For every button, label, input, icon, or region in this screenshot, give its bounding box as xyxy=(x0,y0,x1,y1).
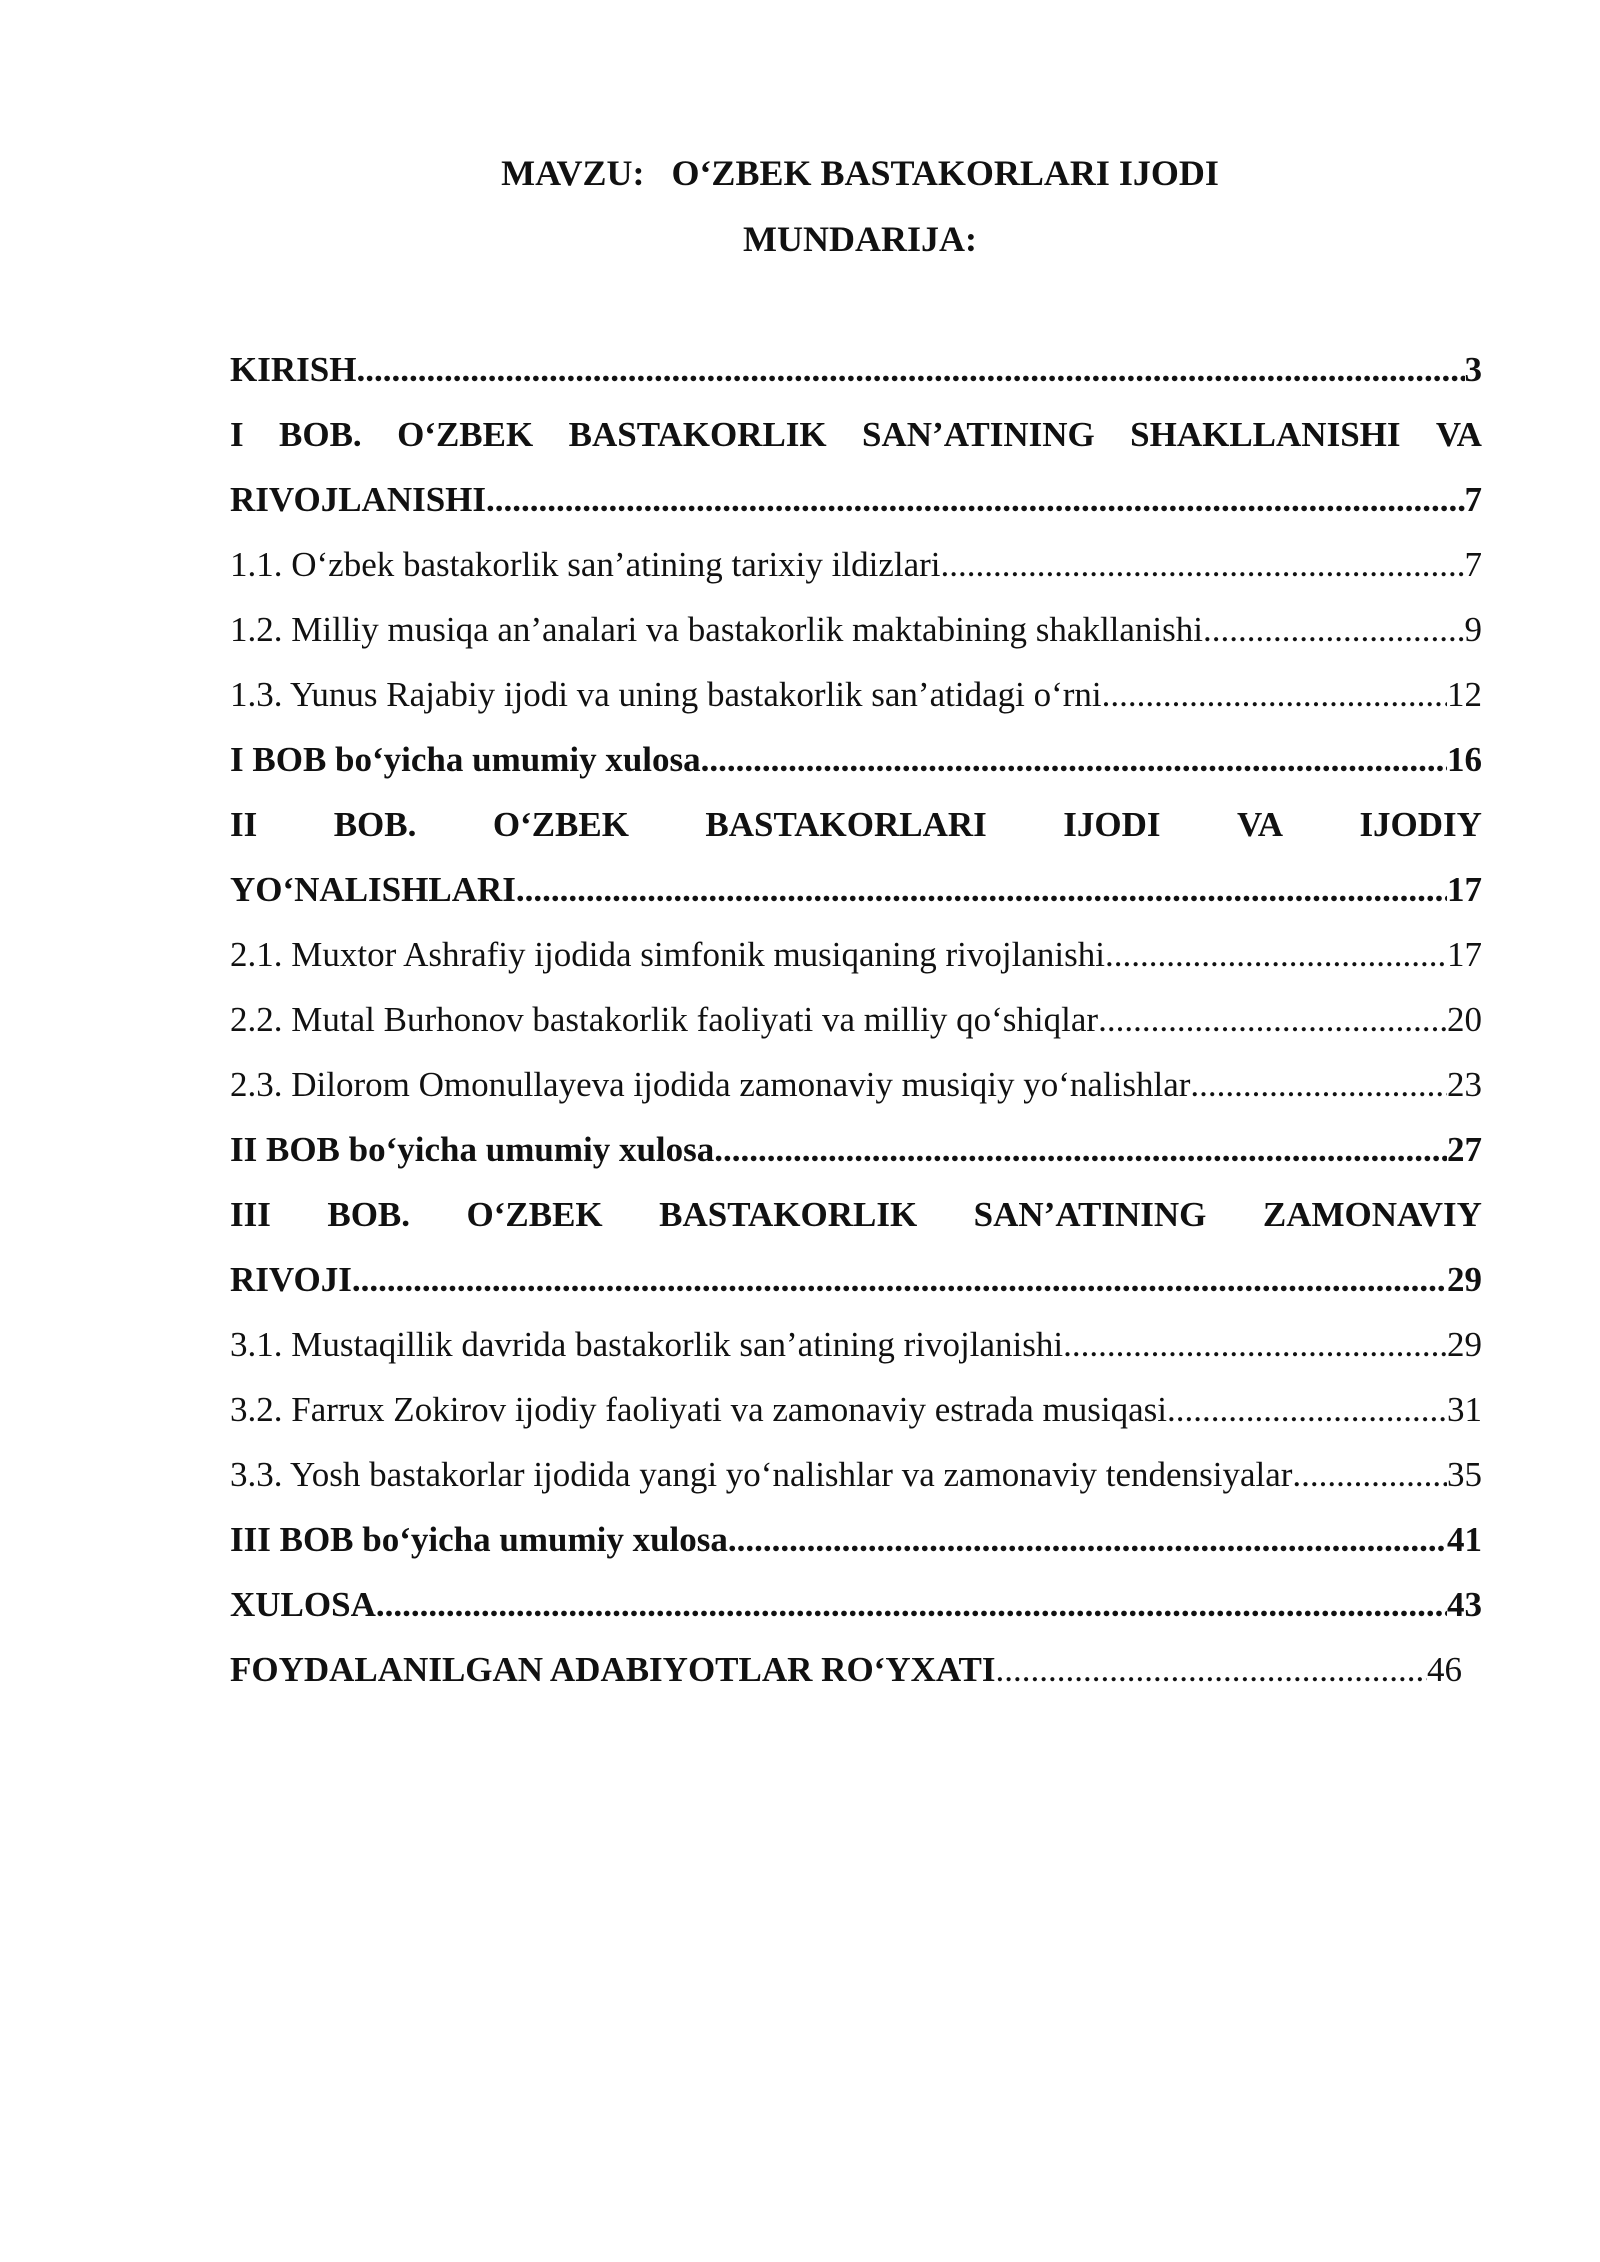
toc-entry-label: 1.1. O‘zbek bastakorlik san’atining tarixiy ildizlari xyxy=(230,545,941,584)
dot-leader xyxy=(352,1256,1447,1304)
toc-summary-3 xyxy=(230,1516,1482,1564)
toc-entry-kirish xyxy=(230,346,1482,394)
toc-chapter-3-title xyxy=(230,1191,1482,1239)
toc-page-number: 46 xyxy=(1427,1650,1462,1689)
contents-title: MUNDARIJA: xyxy=(743,219,977,259)
toc-page-number: 12 xyxy=(1447,675,1482,714)
toc-entry-label: 2.1. Muxtor Ashrafiy ijodida simfonik musiqaning rivojlanishi xyxy=(230,935,1105,974)
toc-entry-label: 2.2. Mutal Burhonov bastakorlik faoliyati va milliy qo‘shiqlar xyxy=(230,1000,1099,1039)
toc-page-number: 7 xyxy=(1464,480,1482,519)
dot-leader xyxy=(376,1581,1447,1629)
toc-entry-label: 1.2. Milliy musiqa an’analari va bastakorlik maktabining shakllanishi xyxy=(230,610,1203,649)
toc-section-3-1 xyxy=(230,1321,1482,1369)
toc-section-1-1 xyxy=(230,541,1482,589)
toc-entry-label: RIVOJI xyxy=(230,1260,352,1299)
title-word: BOB. xyxy=(327,1195,411,1234)
toc-chapter-1-cont xyxy=(230,476,1482,524)
toc-chapter-2-cont xyxy=(230,866,1482,914)
dot-leader xyxy=(1292,1451,1447,1499)
toc-page-number: 31 xyxy=(1447,1390,1482,1429)
toc-chapter-3-cont xyxy=(230,1256,1482,1304)
title-word: VA xyxy=(1435,415,1482,454)
title-word: SAN’ATINING xyxy=(862,415,1095,454)
toc-entry-label: 3.2. Farrux Zokirov ijodiy faoliyati va zamonaviy estrada musiqasi xyxy=(230,1390,1168,1429)
title-word: II xyxy=(230,805,258,844)
dot-leader xyxy=(1190,1061,1447,1109)
toc-page-number: 16 xyxy=(1447,740,1482,779)
title-word: O‘ZBEK xyxy=(492,805,629,844)
toc-entry-label: 1.3. Yunus Rajabiy ijodi va uning bastakorlik san’atidagi o‘rni xyxy=(230,675,1102,714)
toc-entry-label: YO‘NALISHLARI xyxy=(230,870,516,909)
dot-leader xyxy=(356,346,1464,394)
dot-leader xyxy=(1102,671,1447,719)
toc-entry-label: 3.3. Yosh bastakorlar ijodida yangi yo‘nalishlar va zamonaviy tendensiyalar xyxy=(230,1455,1293,1494)
toc-page-number: 17 xyxy=(1447,935,1482,974)
dot-leader xyxy=(941,541,1465,589)
dot-leader xyxy=(1063,1321,1447,1369)
dot-leader xyxy=(1098,996,1447,1044)
toc-section-2-3 xyxy=(230,1061,1482,1109)
toc-page-number: 7 xyxy=(1464,545,1482,584)
toc-page-number: 29 xyxy=(1447,1260,1482,1299)
toc-section-2-1 xyxy=(230,931,1482,979)
topic-title: MAVZU: O‘ZBEK BASTAKORLARI IJODI xyxy=(501,153,1219,193)
toc-section-3-3 xyxy=(230,1451,1482,1499)
toc-entry-label: KIRISH xyxy=(230,350,357,389)
title-word: BASTAKORLIK xyxy=(568,415,827,454)
dot-leader xyxy=(486,476,1464,524)
toc-summary-2 xyxy=(230,1126,1482,1174)
dot-leader xyxy=(1105,931,1447,979)
title-word: BOB. xyxy=(279,415,362,454)
toc-entry-label: RIVOJLANISHI xyxy=(230,480,487,519)
toc-page-number: 17 xyxy=(1447,870,1482,909)
toc-entry-label: II BOB bo‘yicha umumiy xulosa xyxy=(230,1130,715,1169)
toc-entry-xulosa xyxy=(230,1581,1482,1629)
toc-page-number: 3 xyxy=(1464,350,1482,389)
toc-page-number: 43 xyxy=(1447,1585,1482,1624)
toc-entry-label: XULOSA xyxy=(230,1585,376,1624)
toc-entry-references xyxy=(230,1646,1462,1694)
title-word: BASTAKORLIK xyxy=(659,1195,918,1234)
dot-leader xyxy=(996,1646,1427,1694)
dot-leader xyxy=(728,1516,1447,1564)
toc-entry-label: III BOB bo‘yicha umumiy xulosa xyxy=(230,1520,728,1559)
title-word: SAN’ATINING xyxy=(973,1195,1207,1234)
toc-chapter-2-title xyxy=(230,801,1482,849)
toc-page-number: 35 xyxy=(1447,1455,1482,1494)
title-word: BASTAKORLARI xyxy=(705,805,987,844)
toc-section-1-2 xyxy=(230,606,1482,654)
title-word: O‘ZBEK xyxy=(397,415,534,454)
toc-section-3-2 xyxy=(230,1386,1482,1434)
title-word: VA xyxy=(1236,805,1283,844)
toc-summary-1 xyxy=(230,736,1482,784)
toc-section-2-2 xyxy=(230,996,1482,1044)
toc-page-number: 20 xyxy=(1447,1000,1482,1039)
title-word: ZAMONAVIY xyxy=(1262,1195,1482,1234)
title-word: III xyxy=(230,1195,271,1234)
toc-entry-label: 3.1. Mustaqillik davrida bastakorlik san’atining rivojlanishi xyxy=(230,1325,1064,1364)
toc-page-number: 23 xyxy=(1447,1065,1482,1104)
toc-page-number: 29 xyxy=(1447,1325,1482,1364)
title-word: IJODI xyxy=(1063,805,1161,844)
toc-chapter-1-title xyxy=(230,411,1482,459)
title-word: O‘ZBEK xyxy=(466,1195,603,1234)
toc-entry-label: I BOB bo‘yicha umumiy xulosa xyxy=(230,740,701,779)
title-word: IJODIY xyxy=(1359,805,1482,844)
toc-page-number: 41 xyxy=(1447,1520,1482,1559)
title-word: SHAKLLANISHI xyxy=(1130,415,1401,454)
toc-entry-label: FOYDALANILGAN ADABIYOTLAR RO‘YXATI xyxy=(230,1650,996,1689)
title-word: BOB. xyxy=(333,805,417,844)
dot-leader xyxy=(1167,1386,1447,1434)
toc-page-number: 27 xyxy=(1447,1130,1482,1169)
dot-leader xyxy=(516,866,1447,914)
dot-leader xyxy=(1203,606,1465,654)
toc-page-number: 9 xyxy=(1464,610,1482,649)
dot-leader xyxy=(714,1126,1447,1174)
toc-entry-label: 2.3. Dilorom Omonullayeva ijodida zamonaviy musiqiy yo‘nalishlar xyxy=(230,1065,1191,1104)
dot-leader xyxy=(701,736,1447,784)
toc-section-1-3 xyxy=(230,671,1482,719)
title-word: I xyxy=(230,415,244,454)
